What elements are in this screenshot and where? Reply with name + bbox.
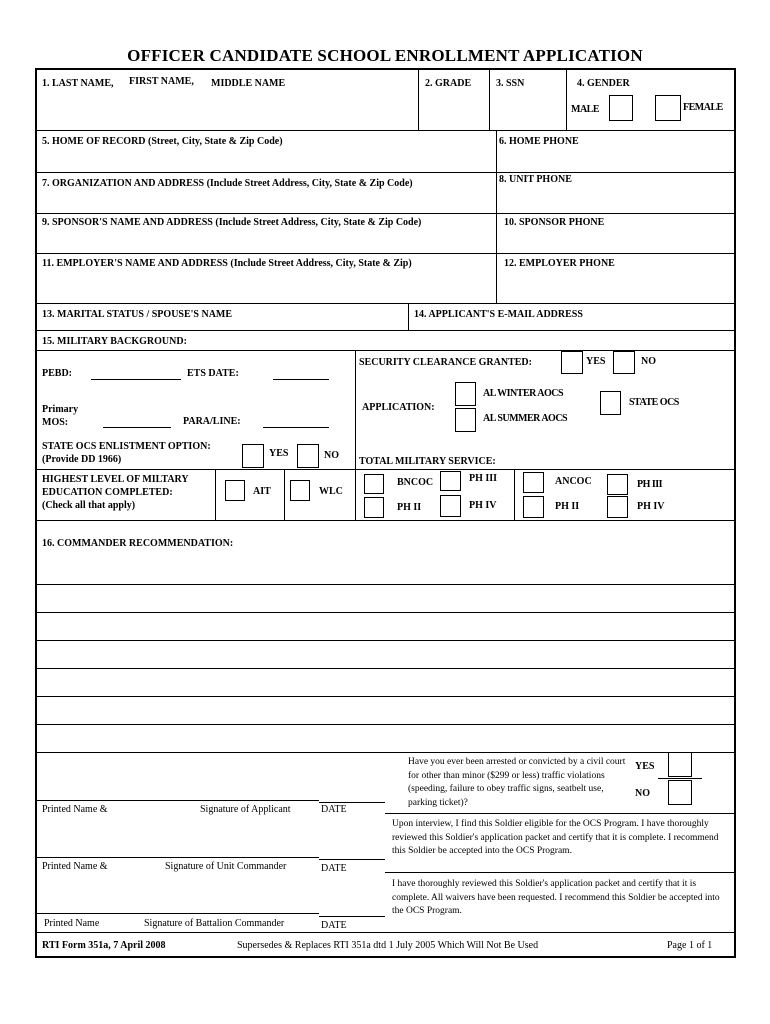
battalion-commander-signature-line[interactable] xyxy=(37,913,319,914)
ait-label: AIT xyxy=(253,486,271,497)
pebd-input-line[interactable] xyxy=(91,379,181,380)
education-completed-label: EDUCATION COMPLETED: xyxy=(42,487,173,498)
supersedes-note: Supersedes & Replaces RTI 351a dtd 1 July 2005 Which Will Not Be Used xyxy=(237,940,539,951)
mos-input-line[interactable] xyxy=(103,427,171,428)
state-ocs-no-checkbox[interactable] xyxy=(297,444,319,468)
unit-commander-date-line[interactable] xyxy=(319,859,385,860)
battalion-commander-date-line[interactable] xyxy=(319,916,385,917)
organization-label: 7. ORGANIZATION AND ADDRESS (Include Street Address, City, State & Zip Code) xyxy=(42,178,413,189)
recommendation-line-4[interactable] xyxy=(37,668,734,669)
bncoc-ph2-label: PH II xyxy=(397,502,422,513)
bncoc-checkbox[interactable] xyxy=(364,474,384,494)
applicant-printed-name-label: Printed Name & xyxy=(42,804,108,815)
sponsor-phone-label: 10. SPONSOR PHONE xyxy=(504,217,605,228)
mos-label: MOS: xyxy=(42,417,69,428)
form-number: RTI Form 351a, 7 April 2008 xyxy=(42,940,166,951)
battalion-commander-signature-label: Signature of Battalion Commander xyxy=(144,918,285,929)
security-yes-checkbox[interactable] xyxy=(561,351,583,374)
applicant-signature-label: Signature of Applicant xyxy=(200,804,291,815)
al-summer-checkbox[interactable] xyxy=(455,408,476,432)
state-ocs-no-label: NO xyxy=(324,450,339,461)
email-label: 14. APPLICANT'S E-MAIL ADDRESS xyxy=(414,309,583,320)
recommendation-line-3[interactable] xyxy=(37,640,734,641)
arrest-no-checkbox[interactable] xyxy=(668,780,692,805)
arrest-no-label: NO xyxy=(635,788,650,799)
arrest-question: Have you ever been arrested or convicted by a civil court for other than minor ($299 or less) traffic violations (speeding, failure to obey traffic signs, seatbelt use, parking ticket)? xyxy=(408,757,626,808)
total-service-label: TOTAL MILITARY SERVICE: xyxy=(359,456,496,467)
para-line-label: PARA/LINE: xyxy=(183,416,241,427)
state-ocs-application-checkbox[interactable] xyxy=(600,391,621,415)
bncoc-ph4-label: PH IV xyxy=(469,500,497,511)
battalion-commander-statement: I have thoroughly reviewed this Soldier's application packet and certify that it is complete. All waivers have been requested. I recommend this Soldier be accepted into the OCS Program. xyxy=(392,879,720,916)
ancoc-ph3-checkbox[interactable] xyxy=(607,474,628,495)
last-name-label: 1. LAST NAME, xyxy=(42,78,114,89)
state-ocs-yes-label: YES xyxy=(269,448,289,459)
security-yes-label: YES xyxy=(586,356,606,367)
recommendation-line-7[interactable] xyxy=(37,752,734,753)
para-line-input-line[interactable] xyxy=(263,427,329,428)
enrollment-form xyxy=(35,68,736,958)
ancoc-ph4-label: PH IV xyxy=(637,501,665,512)
middle-name-label: MIDDLE NAME xyxy=(211,78,286,89)
unit-commander-signature-line[interactable] xyxy=(37,857,319,858)
sponsor-label: 9. SPONSOR'S NAME AND ADDRESS (Include Street Address, City, State & Zip Code) xyxy=(42,217,422,228)
al-winter-checkbox[interactable] xyxy=(455,382,476,406)
ancoc-label: ANCOC xyxy=(555,476,592,487)
arrest-yes-label: YES xyxy=(635,761,655,772)
bncoc-ph4-checkbox[interactable] xyxy=(440,495,461,517)
state-ocs-yes-checkbox[interactable] xyxy=(242,444,264,468)
recommendation-line-5[interactable] xyxy=(37,696,734,697)
al-summer-label: AL SUMMER AOCS xyxy=(483,413,568,424)
bncoc-ph3-label: PH III xyxy=(469,473,498,484)
marital-status-label: 13. MARITAL STATUS / SPOUSE'S NAME xyxy=(42,309,233,320)
ets-date-input-line[interactable] xyxy=(273,379,329,380)
ancoc-ph3-label: PH III xyxy=(637,479,663,490)
pebd-label: PEBD: xyxy=(42,368,72,379)
al-winter-label: AL WINTER AOCS xyxy=(483,388,564,399)
military-background-label: 15. MILITARY BACKGROUND: xyxy=(42,336,187,347)
female-label: FEMALE xyxy=(683,102,723,113)
unit-commander-date-label: DATE xyxy=(321,863,347,874)
applicant-date-line[interactable] xyxy=(319,802,385,803)
commander-recommendation-label: 16. COMMANDER RECOMMENDATION: xyxy=(42,538,234,549)
employer-phone-label: 12. EMPLOYER PHONE xyxy=(504,258,615,269)
male-checkbox[interactable] xyxy=(609,95,633,121)
ets-date-label: ETS DATE: xyxy=(187,368,239,379)
recommendation-line-6[interactable] xyxy=(37,724,734,725)
home-phone-label: 6. HOME PHONE xyxy=(499,136,579,147)
home-of-record-label: 5. HOME OF RECORD (Street, City, State & Zip Code) xyxy=(42,136,283,147)
page-number: Page 1 of 1 xyxy=(667,940,713,951)
unit-phone-label: 8. UNIT PHONE xyxy=(499,174,572,185)
ssn-label: 3. SSN xyxy=(496,78,525,89)
applicant-signature-line[interactable] xyxy=(37,800,319,801)
ancoc-ph2-label: PH II xyxy=(555,501,580,512)
female-checkbox[interactable] xyxy=(655,95,681,121)
primary-label: Primary xyxy=(42,404,79,415)
highest-education-label: HIGHEST LEVEL OF MILTARY xyxy=(42,474,189,485)
battalion-commander-printed-name-label: Printed Name xyxy=(44,918,100,929)
male-label: MALE xyxy=(571,104,599,115)
ancoc-ph2-checkbox[interactable] xyxy=(523,496,544,518)
employer-label: 11. EMPLOYER'S NAME AND ADDRESS (Include Street Address, City, State & Zip) xyxy=(42,258,412,269)
unit-commander-statement: Upon interview, I find this Soldier eligible for the OCS Program. I have thoroughly reviewed this Soldier's application packet and certify that it is complete. I recommend this Soldier be accepted into the OCS Program. xyxy=(392,819,719,856)
unit-commander-signature-label: Signature of Unit Commander xyxy=(165,861,287,872)
state-ocs-option-label: STATE OCS ENLISTMENT OPTION: xyxy=(42,441,211,452)
ancoc-checkbox[interactable] xyxy=(523,472,544,493)
bncoc-ph3-checkbox[interactable] xyxy=(440,471,461,491)
unit-commander-printed-name-label: Printed Name & xyxy=(42,861,108,872)
application-label: APPLICATION: xyxy=(362,402,435,413)
state-ocs-application-label: STATE OCS xyxy=(629,397,679,408)
security-clearance-label: SECURITY CLEARANCE GRANTED: xyxy=(359,357,532,368)
wlc-label: WLC xyxy=(319,486,343,497)
ancoc-ph4-checkbox[interactable] xyxy=(607,496,628,518)
arrest-yes-checkbox[interactable] xyxy=(668,752,692,777)
check-all-label: (Check all that apply) xyxy=(42,500,136,511)
ait-checkbox[interactable] xyxy=(225,480,245,501)
battalion-commander-date-label: DATE xyxy=(321,920,347,931)
applicant-date-label: DATE xyxy=(321,804,347,815)
bncoc-ph2-checkbox[interactable] xyxy=(364,497,384,518)
security-no-checkbox[interactable] xyxy=(613,351,635,374)
grade-label: 2. GRADE xyxy=(425,78,472,89)
form-title: OFFICER CANDIDATE SCHOOL ENROLLMENT APPLICATION xyxy=(127,46,643,65)
wlc-checkbox[interactable] xyxy=(290,480,310,501)
gender-label: 4. GENDER xyxy=(577,78,630,89)
recommendation-line-1[interactable] xyxy=(37,584,734,585)
security-no-label: NO xyxy=(641,356,656,367)
bncoc-label: BNCOC xyxy=(397,477,434,488)
first-name-label: FIRST NAME, xyxy=(129,76,194,87)
dd1966-label: (Provide DD 1966) xyxy=(42,454,122,465)
recommendation-line-2[interactable] xyxy=(37,612,734,613)
